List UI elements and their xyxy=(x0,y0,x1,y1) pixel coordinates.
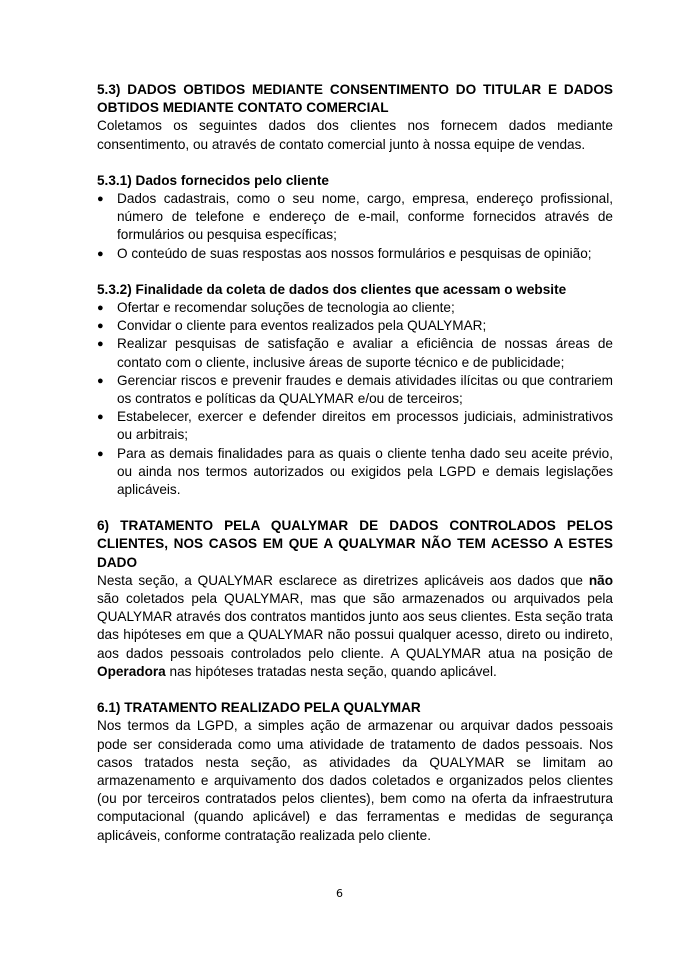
section-6-heading: 6) TRATAMENTO PELA QUALYMAR DE DADOS CONTROLADOS PELOS CLIENTES, NOS CASOS EM QUE A QUALYMAR NÃO TEM ACESSO A ESTES DADO xyxy=(97,518,613,570)
section-5-3-2-list xyxy=(97,299,613,499)
list-item: ● Ofertar e recomendar soluções de tecnologia ao cliente; xyxy=(97,299,613,317)
section-5-3-2-heading: 5.3.2) Finalidade da coleta de dados dos clientes que acessam o website xyxy=(97,281,567,297)
list-item: ● Para as demais finalidades para as quais o cliente tenha dado seu aceite prévio, ou ainda nos termos autorizados ou exigidos pela LGPD e demais legislações aplicáveis. xyxy=(97,445,613,498)
list-item: ● Convidar o cliente para eventos realizados pela QUALYMAR; xyxy=(97,317,613,335)
list-item: ● Estabelecer, exercer e defender direitos em processos judiciais, administrativos ou arbitrais; xyxy=(97,409,613,443)
document-body xyxy=(97,81,613,845)
bullet-icon: ● xyxy=(97,193,104,206)
list-item: ● O conteúdo de suas respostas aos nossos formulários e pesquisas de opinião; xyxy=(97,245,613,263)
bullet-icon: ● xyxy=(97,447,104,460)
list-item: ● Dados cadastrais, como o seu nome, cargo, empresa, endereço profissional, número de telefone e endereço de e-mail, conforme fornecidos através de formulários ou pesquisa específicas; xyxy=(97,191,613,243)
bullet-icon: ● xyxy=(97,302,104,315)
list-item: ● Realizar pesquisas de satisfação e avaliar a eficiência de nossas áreas de contato com o cliente, inclusive áreas de suporte técnico e de publicidade; xyxy=(97,336,613,370)
section-6-1-text: Nos termos da LGPD, a simples ação de armazenar ou arquivar dados pessoais pode ser considerada como uma atividade de tratamento de dados pessoais. Nos casos tratados nesta seção, as atividades da QUALYMAR se limitam ao armazenamento e arquivamento dos dados coletados e organizados pelos clientes (ou por terceiros contratados pelos clientes), bem como na oferta da infraestrutura computacional (quando aplicável) e das ferramentas e medidas de segurança aplicáveis, conforme contratação realizada pelo cliente. xyxy=(97,718,613,843)
bullet-icon: ● xyxy=(97,320,104,333)
list-item: ● Gerenciar riscos e prevenir fraudes e demais atividades ilícitas ou que contrariem os contratos e políticas da QUALYMAR e/ou de terceiros; xyxy=(97,372,613,407)
bullet-icon: ● xyxy=(97,247,104,260)
section-5-3-1-heading: 5.3.1) Dados fornecidos pelo cliente xyxy=(97,172,329,188)
bullet-icon: ● xyxy=(97,338,104,351)
section-6-1-heading: 6.1) TRATAMENTO REALIZADO PELA QUALYMAR xyxy=(97,700,421,716)
section-5-3-1-list xyxy=(97,190,613,263)
bullet-icon: ● xyxy=(97,411,104,424)
section-5-3-heading: 5.3) DADOS OBTIDOS MEDIANTE CONSENTIMENTO DO TITULAR E DADOS OBTIDOS MEDIANTE CONTATO COMERCIAL xyxy=(97,82,613,116)
section-6-text: Nesta seção, a QUALYMAR esclarece as diretrizes aplicáveis aos dados que não são coletados pela QUALYMAR, mas que são armazenados ou arquivados pela QUALYMAR através dos contratos mantidos junto aos seus clientes. Esta seção trata das hipóteses em que a QUALYMAR não possui qualquer acesso, direto ou indireto, aos dados pessoais controlados pelo cliente. A QUALYMAR atua na posição de Operadora nas hipóteses tratadas nesta seção, quando aplicável. xyxy=(97,572,613,679)
page-number: 6 xyxy=(336,887,343,900)
bullet-icon: ● xyxy=(97,374,104,387)
section-5-3-text: Coletamos os seguintes dados dos clientes nos fornecem dados mediante consentimento, ou através de contato comercial junto à nossa equipe de vendas. xyxy=(97,118,613,152)
